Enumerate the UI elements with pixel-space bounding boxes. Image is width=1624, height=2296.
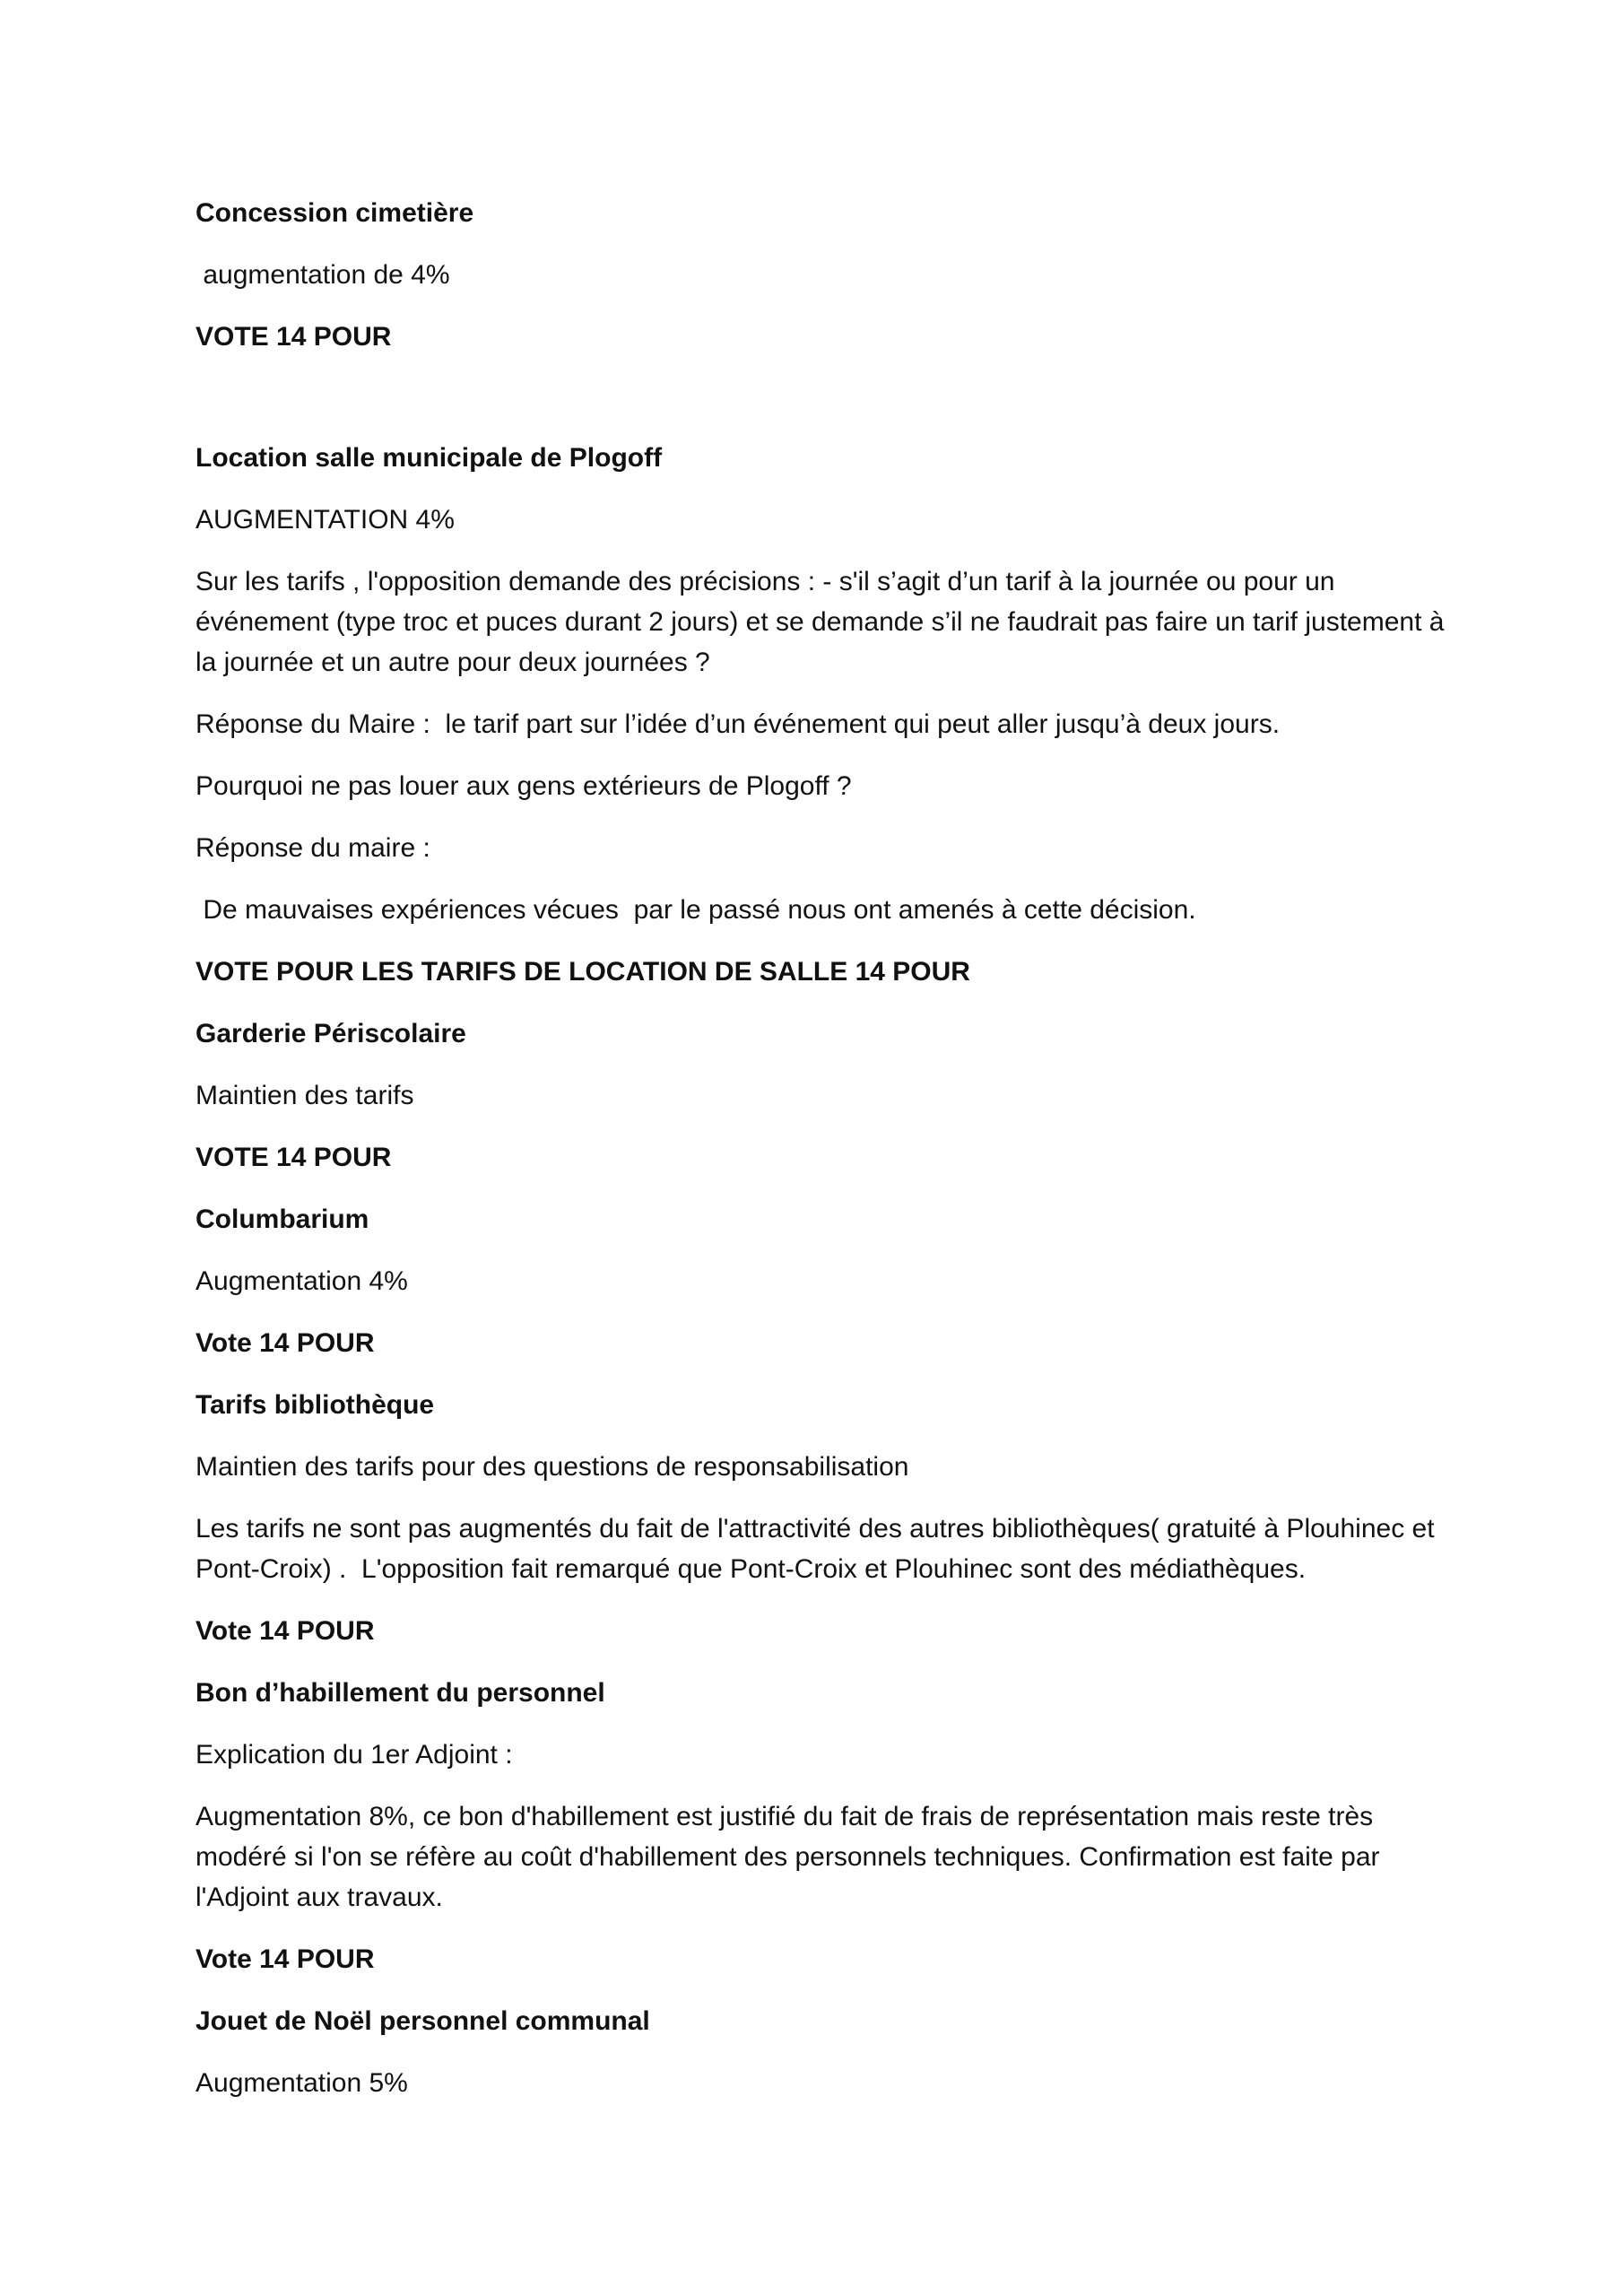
section-heading-cemetery: Concession cimetière <box>195 198 474 228</box>
paragraph-deputy-explanation-label: Explication du 1er Adjoint : <box>195 1740 513 1770</box>
paragraph-hall-increase: AUGMENTATION 4% <box>195 505 455 535</box>
paragraph-daycare-rates: Maintien des tarifs <box>195 1081 414 1110</box>
paragraph-mayor-answer-2: De mauvaises expériences vécues par le passé nous ont amenés à cette décision. <box>195 895 1196 925</box>
paragraph-cemetery-increase: augmentation de 4% <box>195 260 450 290</box>
vote-result-cemetery: VOTE 14 POUR <box>195 322 392 352</box>
vote-result-columbarium: Vote 14 POUR <box>195 1328 375 1358</box>
paragraph-mayor-answer-label: Réponse du maire : <box>195 833 430 863</box>
paragraph-mayor-answer-1: Réponse du Maire : le tarif part sur l’idée d’un événement qui peut aller jusqu’à deux jours. <box>195 709 1281 739</box>
paragraph-opposition-question: Sur les tarifs , l'opposition demande des précisions : - s'il s’agit d’un tarif à la journée ou pour un événement (type troc et puces durant 2 jours) et se demande s’il ne faudrait pas faire un tarif justement à la journée et un autre pour deux journées ? <box>195 567 1452 677</box>
section-heading-hall-rental: Location salle municipale de Plogoff <box>195 443 663 473</box>
section-heading-library: Tarifs bibliothèque <box>195 1390 435 1420</box>
section-heading-columbarium: Columbarium <box>195 1205 369 1234</box>
paragraph-christmas-increase: Augmentation 5% <box>195 2068 408 2098</box>
paragraph-columbarium-increase: Augmentation 4% <box>195 1266 408 1296</box>
paragraph-question-outsiders: Pourquoi ne pas louer aux gens extérieurs de Plogoff ? <box>195 771 852 801</box>
paragraph-clothing-explanation: Augmentation 8%, ce bon d'habillement est justifié du fait de frais de représentation mais reste très modéré si l'on se réfère au coût d'habillement des personnels techniques. Confirmation est faite par l'Adjoint aux travaux. <box>195 1802 1387 1912</box>
paragraph-library-explanation: Les tarifs ne sont pas augmentés du fait de l'attractivité des autres bibliothèques( gratuité à Plouhinec et Pont-Croix) . L'opposition fait remarqué que Pont-Croix et Plouhinec sont des médiathèques. <box>195 1514 1442 1584</box>
section-heading-christmas-toy: Jouet de Noël personnel communal <box>195 2006 650 2036</box>
paragraph-library-rates: Maintien des tarifs pour des questions de responsabilisation <box>195 1452 909 1482</box>
document-body <box>195 193 1451 2125</box>
vote-result-library: Vote 14 POUR <box>195 1616 375 1646</box>
vote-result-hall-rental: VOTE POUR LES TARIFS DE LOCATION DE SALLE 14 POUR <box>195 957 970 987</box>
section-heading-daycare: Garderie Périscolaire <box>195 1019 466 1048</box>
section-heading-clothing-voucher: Bon d’habillement du personnel <box>195 1678 605 1708</box>
vote-result-clothing: Vote 14 POUR <box>195 1944 375 1974</box>
vote-result-daycare: VOTE 14 POUR <box>195 1143 392 1172</box>
